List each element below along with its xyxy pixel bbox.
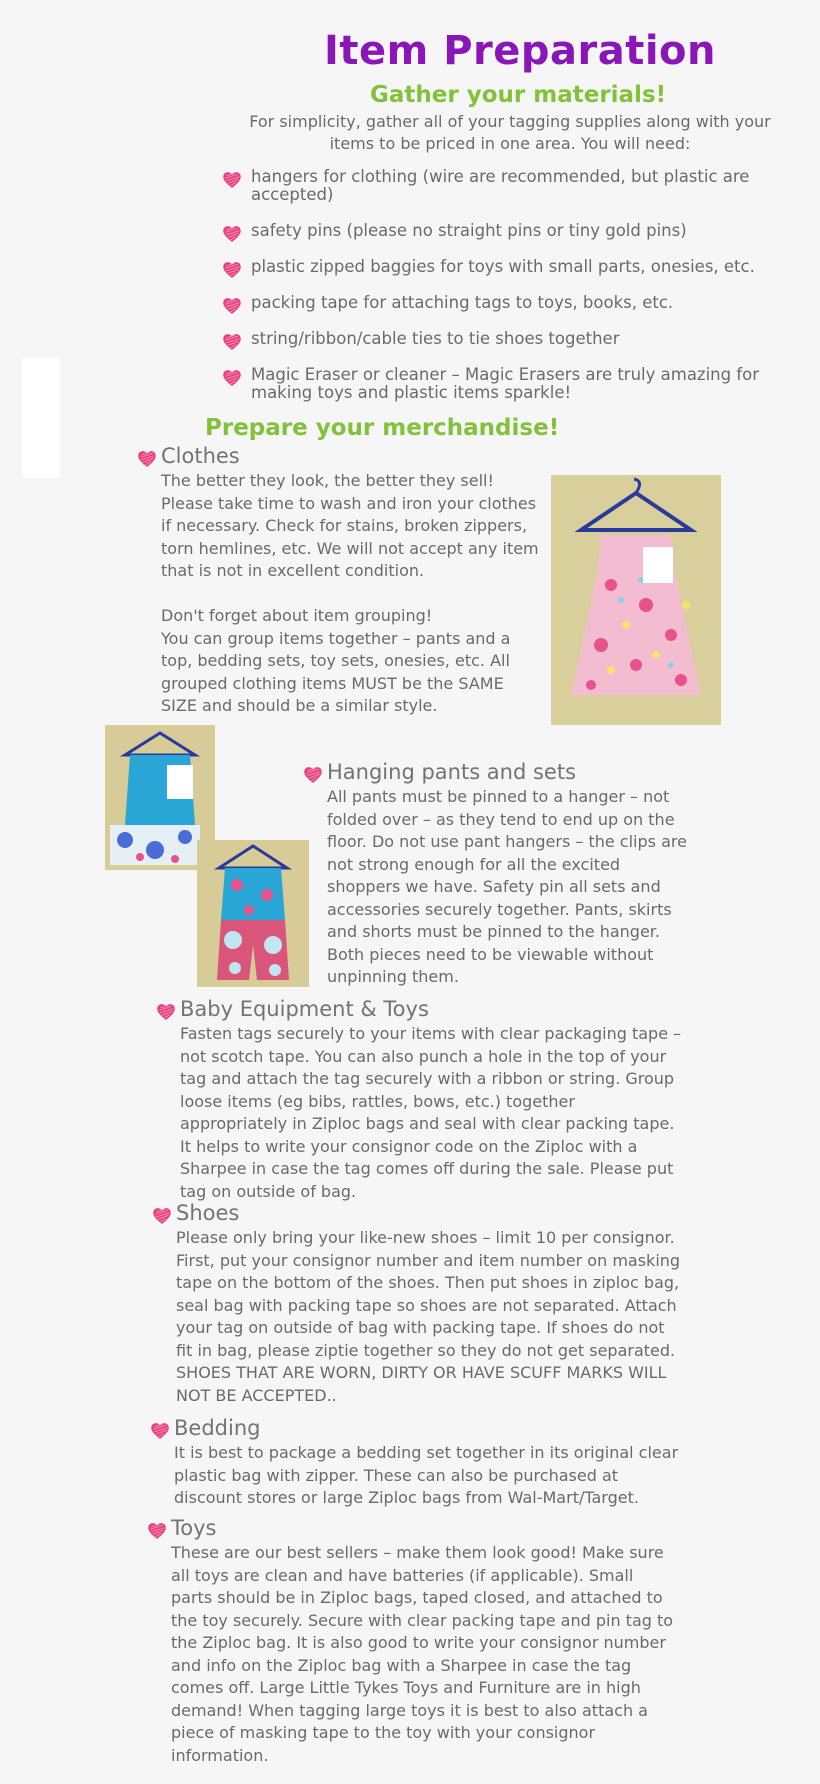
heart-bullet-icon [222, 170, 242, 190]
heart-bullet-icon [137, 449, 157, 469]
heart-bullet-icon [152, 1206, 172, 1226]
bedding-heading: Bedding [174, 1416, 261, 1440]
prepare-heading: Prepare your merchandise! [205, 415, 560, 441]
heart-bullet-icon [156, 1002, 176, 1022]
gather-intro: For simplicity, gather all of your tagging supplies along with your items to be priced in one area. You will need: [249, 112, 771, 153]
bedding-body: It is best to package a bedding set together in its original clear plastic bag with zipper. These can also be purchased at discount stores or large Ziploc bags from Wal-Mart/Target. [174, 1443, 679, 1507]
list-item-text: string/ribbon/cable ties to tie shoes together [251, 329, 620, 348]
heart-bullet-icon [303, 765, 323, 785]
toys-heading: Toys [171, 1516, 217, 1540]
list-item [222, 294, 812, 312]
heart-bullet-icon [222, 368, 242, 388]
hanging-pants-body: All pants must be pinned to a hanger – not folded over – as they tend to end up on the floor. Do not use pant hangers – the clips are not strong enough for all the excited shoppers we have. Safety pin all sets and accessories securely together. Pants, skirts and shorts must be pinned to the hanger. Both pieces need to be viewable without unpinning them. [327, 787, 687, 986]
list-item-text: packing tape for attaching tags to toys, books, etc. [251, 293, 674, 312]
left-edge-panel [22, 358, 60, 478]
list-item-text: hangers for clothing (wire are recommended, but plastic are accepted) [251, 167, 750, 204]
baby-equipment-body: Fasten tags securely to your items with clear packaging tape – not scotch tape. You can also punch a hole in the top of your tag and attach the tag securely with a ribbon or string. Group loose items (eg bibs, rattles, bows, etc.) together appropriately in Ziploc bags and seal with clear packing tape. It helps to write your consignor code on the Ziploc with a Sharpee in case the tag comes off during the sale. Please put tag on outside of bag. [180, 1024, 682, 1201]
list-item-text: plastic zipped baggies for toys with small parts, onesies, etc. [251, 257, 755, 276]
page-title: Item Preparation [323, 28, 717, 74]
list-item-text: Magic Eraser or cleaner – Magic Erasers are truly amazing for making toys and plastic items sparkle! [251, 365, 760, 402]
gather-heading: Gather your materials! [370, 82, 667, 108]
list-item [222, 366, 812, 402]
clothes-body: The better they look, the better they sell! Please take time to wash and iron your clothes if necessary. Check for stains, broken zippers, torn hemlines, etc. We will not accept any item that is not in excellent condition. Don't forget about item grouping! You can group items together – pants and a top, bedding sets, toy sets, onesies, etc. All grouped clothing items MUST be the SAME SIZE and should be a similar style. [161, 471, 539, 715]
list-item-text: safety pins (please no straight pins or tiny gold pins) [251, 221, 687, 240]
heart-bullet-icon [222, 296, 242, 316]
heart-bullet-icon [222, 224, 242, 244]
shoes-heading: Shoes [176, 1201, 240, 1225]
list-item [222, 222, 812, 240]
hanging-pants-heading: Hanging pants and sets [327, 760, 577, 784]
heart-bullet-icon [222, 332, 242, 352]
heart-bullet-icon [222, 260, 242, 280]
list-item [222, 168, 812, 204]
materials-list [222, 168, 812, 402]
list-item [222, 330, 812, 348]
clothes-heading: Clothes [161, 444, 240, 468]
baby-equipment-heading: Baby Equipment & Toys [180, 997, 429, 1021]
dress-photo [551, 475, 721, 725]
outfit-photo-pink [197, 840, 309, 987]
heart-bullet-icon [150, 1421, 170, 1441]
heart-bullet-icon [147, 1521, 167, 1541]
toys-body: These are our best sellers – make them look good! Make sure all toys are clean and have batteries (if applicable). Small parts should be in Ziploc bags, taped closed, and attached to the toy securely. Secure with clear packing tape and pin tag to the Ziploc bag. It is also good to write your consignor number and info on the Ziploc bag with a Sharpee in case the tag comes off. Large Little Tykes Toys and Furniture are in high demand! When tagging large toys it is best to also attach a piece of masking tape to the toy with your consignor information. [171, 1543, 674, 1765]
shoes-body: Please only bring your like-new shoes – limit 10 per consignor. First, put your consignor number and item number on masking tape on the bottom of the shoes. Then put shoes in ziploc bag, seal bag with packing tape so shoes are not separated. Attach your tag on outside of bag with packing tape. If shoes do not fit in bag, please ziptie together so they do not get separated. SHOES THAT ARE WORN, DIRTY OR HAVE SCUFF MARKS WILL NOT BE ACCEPTED.. [176, 1228, 681, 1405]
list-item [222, 258, 812, 276]
